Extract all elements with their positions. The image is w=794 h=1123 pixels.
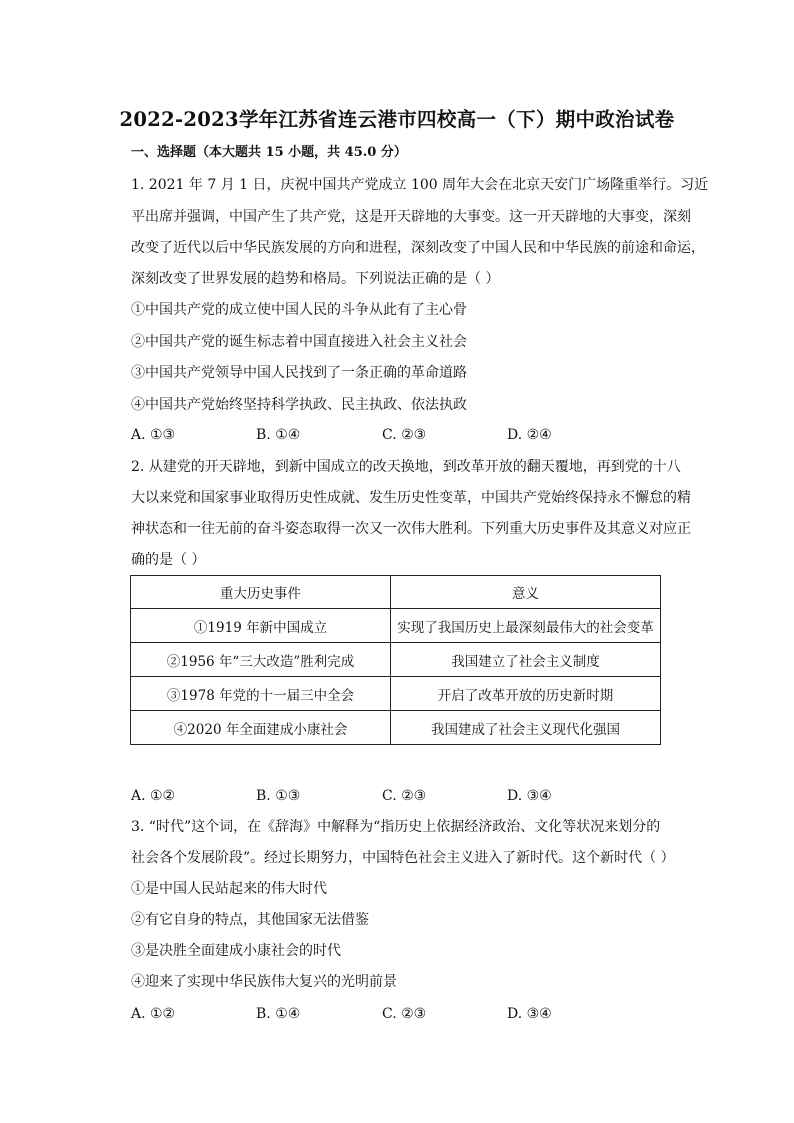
table-cell-meaning: 开启了改革开放的历史新时期 bbox=[391, 677, 661, 711]
q2-option-b: B. ①③ bbox=[256, 788, 301, 804]
q2-stem-line: 神状态和一往无前的奋斗姿态取得一次又一次伟大胜利。下列重大历史事件及其意义对应正 bbox=[131, 521, 691, 537]
q1-stem-line: 1. 2021 年 7 月 1 日，庆祝中国共产党成立 100 周年大会在北京天安门广场隆重举行。习近 bbox=[131, 177, 709, 193]
table-cell-event: ③1978 年党的十一届三中全会 bbox=[131, 677, 391, 711]
q2-stem-line: 确的是（ ） bbox=[131, 552, 206, 568]
table-cell-event: ①1919 年新中国成立 bbox=[131, 609, 391, 643]
q1-statement: ③中国共产党领导中国人民找到了一条正确的革命道路 bbox=[131, 365, 467, 381]
q1-option-c: C. ②③ bbox=[382, 427, 427, 443]
section-heading: 一、选择题（本大题共 15 小题，共 45.0 分） bbox=[131, 145, 407, 160]
q2-stem-line: 2. 从建党的开天辟地，到新中国成立的改天换地，到改革开放的翻天覆地，再到党的十八 bbox=[131, 459, 681, 475]
table-cell-meaning: 实现了我国历史上最深刻最伟大的社会变革 bbox=[391, 609, 661, 643]
q3-option-d: D. ③④ bbox=[507, 1006, 552, 1022]
q3-stem-line: 社会各个发展阶段”。经过长期努力，中国特色社会主义进入了新时代。这个新时代（ ） bbox=[131, 850, 675, 866]
q3-statement: ①是中国人民站起来的伟大时代 bbox=[131, 881, 327, 897]
table-header-event: 重大历史事件 bbox=[131, 576, 391, 609]
table-row bbox=[131, 677, 661, 711]
table-row bbox=[131, 711, 661, 745]
q3-statement: ④迎来了实现中华民族伟大复兴的光明前景 bbox=[131, 974, 397, 990]
page-title: 2022-2023学年江苏省连云港市四校高一（下）期中政治试卷 bbox=[119, 108, 675, 131]
table-cell-meaning: 我国建立了社会主义制度 bbox=[391, 643, 661, 677]
q1-option-d: D. ②④ bbox=[507, 427, 552, 443]
q3-statement: ②有它自身的特点，其他国家无法借鉴 bbox=[131, 912, 369, 928]
q1-statement: ④中国共产党始终坚持科学执政、民主执政、依法执政 bbox=[131, 397, 467, 413]
table-cell-event: ②1956 年“三大改造”胜利完成 bbox=[131, 643, 391, 677]
q2-option-c: C. ②③ bbox=[382, 788, 427, 804]
q3-stem-line: 3. “时代”这个词，在《辞海》中解释为“指历史上依据经济政治、文化等状况来划分的 bbox=[131, 819, 661, 835]
q3-statement: ③是决胜全面建成小康社会的时代 bbox=[131, 943, 341, 959]
q2-option-a: A. ①② bbox=[131, 788, 176, 804]
q1-option-a: A. ①③ bbox=[131, 427, 176, 443]
q1-stem-line: 深刻改变了世界发展的趋势和格局。下列说法正确的是（ ） bbox=[131, 271, 500, 287]
q2-stem-line: 大以来党和国家事业取得历史性成就、发生历史性变革，中国共产党始终保持永不懈怠的精 bbox=[131, 490, 691, 506]
table-cell-meaning: 我国建成了社会主义现代化强国 bbox=[391, 711, 661, 745]
history-events-table bbox=[130, 575, 661, 745]
q2-option-d: D. ③④ bbox=[507, 788, 552, 804]
q1-statement: ②中国共产党的诞生标志着中国直接进入社会主义社会 bbox=[131, 334, 467, 350]
q1-statement: ①中国共产党的成立使中国人民的斗争从此有了主心骨 bbox=[131, 302, 467, 318]
table-row bbox=[131, 643, 661, 677]
q1-stem-line: 改变了近代以后中华民族发展的方向和进程，深刻改变了中国人民和中华民族的前途和命运， bbox=[131, 240, 705, 256]
table-cell-event: ④2020 年全面建成小康社会 bbox=[131, 711, 391, 745]
q3-option-b: B. ①④ bbox=[256, 1006, 301, 1022]
table-header-meaning: 意义 bbox=[391, 576, 661, 609]
q1-option-b: B. ①④ bbox=[256, 427, 301, 443]
q3-option-c: C. ②③ bbox=[382, 1006, 427, 1022]
table-header-row bbox=[131, 576, 661, 609]
q3-option-a: A. ①② bbox=[131, 1006, 176, 1022]
q1-stem-line: 平出席并强调，中国产生了共产党，这是开天辟地的大事变。这一开天辟地的大事变，深刻 bbox=[131, 209, 691, 225]
table-row bbox=[131, 609, 661, 643]
